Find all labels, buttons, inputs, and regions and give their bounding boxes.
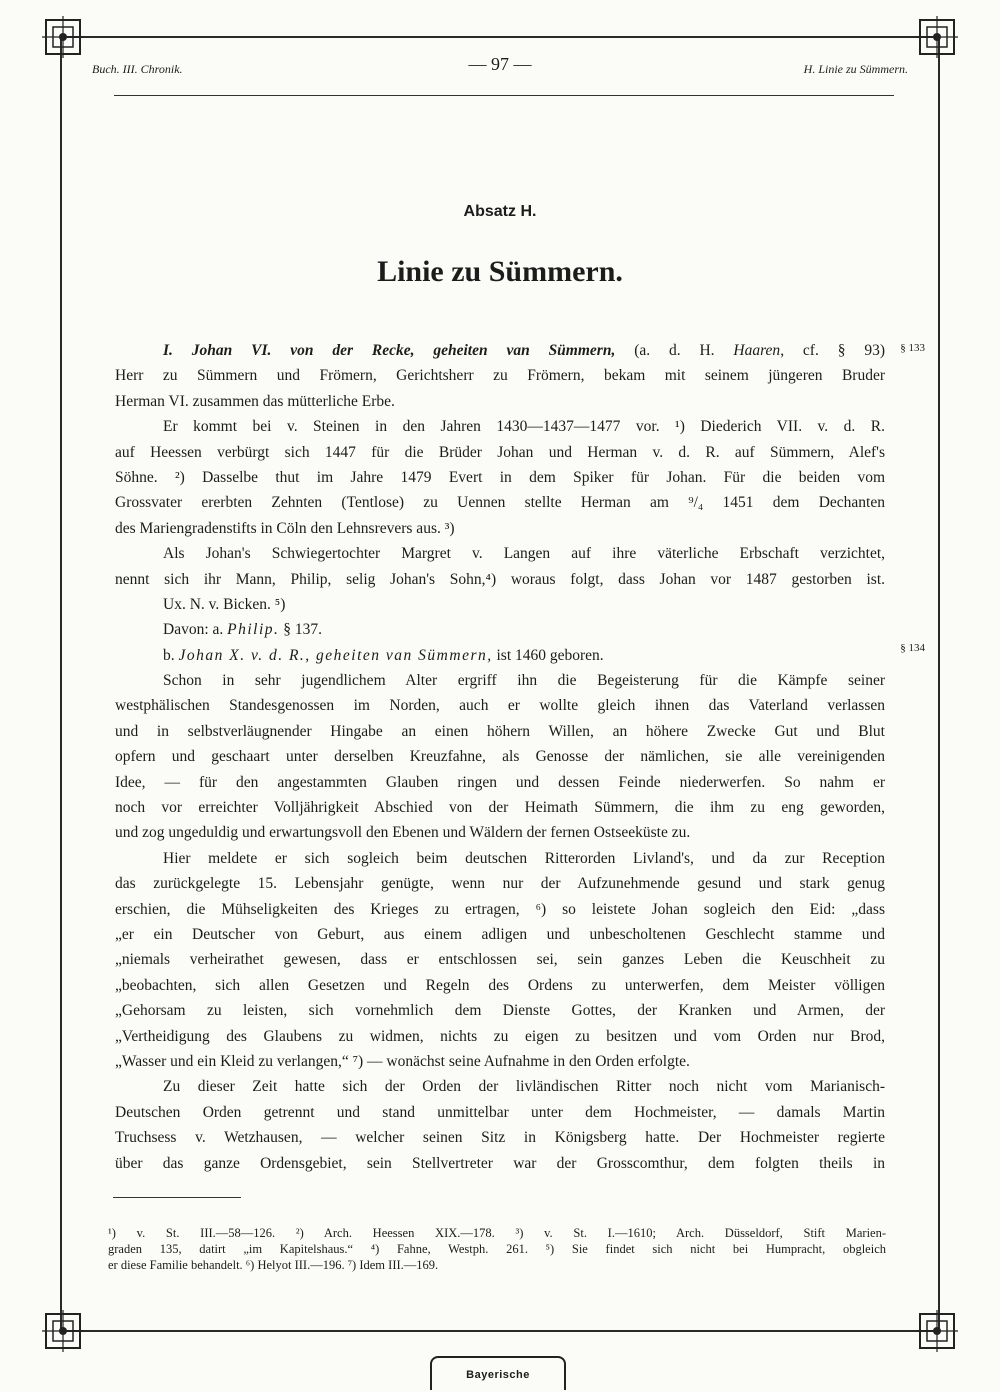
text-line: Hier meldete er sich sogleich beim deutschen Ritterorden Livland's, und da zur Reception: [163, 849, 885, 867]
text-line: „Vertheidigung des Glaubens zu widmen, nichts zu eigen zu besitzen und vom Orden nur Brod,: [115, 1027, 885, 1045]
text-line: b. Johan X. v. d. R., geheiten van Sümmern, ist 1460 geboren.: [163, 646, 604, 664]
text-line: Idee, — für den angestammten Glauben ringen und dessen Feinde niederwerfen. So nahm er: [115, 773, 885, 791]
margin-note-134: § 134: [900, 642, 925, 654]
text-line: des Mariengradenstifts in Cöln den Lehnsrevers aus. ³): [115, 519, 455, 537]
frame-right-line: [938, 36, 940, 1332]
text-line: erschien, die Mühseligkeiten des Krieges zu ertragen, ⁶) so leistete Johan sogleich den Eid: „dass: [115, 900, 885, 918]
corner-ornament-icon: [40, 1308, 86, 1354]
running-header-left: Buch. III. Chronik.: [92, 62, 183, 76]
margin-note-133: § 133: [900, 342, 925, 354]
page-title: Linie zu Sümmern.: [377, 255, 623, 288]
text-line: Ux. N. v. Bicken. ⁵): [163, 595, 286, 613]
text-line: Herr zu Sümmern und Frömern, Gerichtsherr zu Frömern, bekam mit seinem jüngeren Bruder: [115, 367, 885, 385]
text-line: und zog ungeduldig und erwartungsvoll den Ebenen und Wäldern der fernen Ostseeküste zu.: [115, 824, 691, 842]
text-line: das zurückgelegte 15. Lebensjahr genügte, wenn nur der Aufzunehmende gesund und stark genug: [115, 875, 885, 893]
text-line: Truchsess v. Wetzhausen, — welcher seinen Sitz in Königsberg hatte. Der Hochmeister regierte: [115, 1129, 885, 1147]
page-number: — 97 —: [468, 54, 532, 74]
section-label: Absatz H.: [463, 203, 537, 220]
text-line: opfern und geschaart unter derselben Kreuzfahne, als Genosse der nämlichen, sie alle vereinigenden: [115, 748, 885, 766]
text-line: auf Heessen verbürgt sich 1447 für die Brüder Johan und Herman v. d. R. auf Sümmern, Alef's: [115, 443, 885, 461]
text-line: Zu dieser Zeit hatte sich der Orden der livländischen Ritter noch nicht vom Marianisch-: [163, 1078, 885, 1096]
frame-bottom-line: [60, 1330, 940, 1332]
text-line: Söhne. ²) Dasselbe thut im Jahre 1479 Evert in dem Spiker für Johan. Für die beiden vom: [115, 468, 885, 486]
text-line: Herman VI. zusammen das mütterliche Erbe.: [115, 392, 395, 410]
text-line: Schon in sehr jugendlichem Alter ergriff ihn die Begeisterung für die Kämpfe seiner: [163, 672, 885, 690]
text-line: „niemals verheirathet gewesen, dass er entschlossen sei, sein ganzes Leben die Keuschheit zu: [115, 951, 885, 969]
text-line: nennt sich ihr Mann, Philip, selig Johan's Sohn,⁴) woraus folgt, dass Johan vor 1487 gestorben ist.: [115, 570, 885, 588]
text-line: „er ein Deutscher von Geburt, aus einem adligen und unbescholtenen Geschlecht stamme und: [115, 925, 885, 943]
footnote-line: er diese Familie behandelt. ⁶) Helyot III.—196. ⁷) Idem III.—169.: [108, 1258, 439, 1272]
text-line: westphälischen Standesgenossen im Norden, auch er wollte gleich ihnen das Vaterland verlassen: [115, 697, 885, 715]
footnote-line: ¹) v. St. III.—58—126. ²) Arch. Heessen XIX.—178. ³) v. St. I.—1610; Arch. Düsseldorf, Stift Marien-: [108, 1226, 886, 1240]
footnote-rule: [113, 1197, 241, 1198]
text-line: Deutschen Orden getrennt und stand unmittelbar unter dem Hochmeister, — damals Martin: [115, 1103, 885, 1121]
body-text: [115, 338, 885, 1176]
running-header-right: H. Linie zu Sümmern.: [803, 62, 908, 76]
frame-top-line: [60, 36, 940, 38]
text-line: Davon: a. Philip. § 137.: [163, 621, 323, 639]
frame-left-line: [60, 36, 62, 1332]
text-line: I. Johan VI. von der Recke, geheiten van Sümmern, (a. d. H. Haaren, cf. § 93): [163, 342, 885, 359]
library-stamp: Bayerische: [430, 1356, 566, 1390]
text-line: Grossvater ererbten Zehnten (Tentlose) zu Uennen stellte Herman am ⁹/₄ 1451 dem Dechanten: [115, 494, 885, 512]
footnotes: [108, 1225, 886, 1273]
text-line: „Gehorsam zu leisten, sich vornehmlich dem Dienste Gottes, der Kranken und Armen, der: [115, 1002, 885, 1020]
header-rule: [114, 95, 894, 96]
text-line: noch vor erreichter Volljährigkeit Abschied von der Heimath Sümmern, die ihm zu eng geworden,: [115, 799, 885, 817]
corner-ornament-icon: [914, 1308, 960, 1354]
text-line: Er kommt bei v. Steinen in den Jahren 1430—1437—1477 vor. ¹) Diederich VII. v. d. R.: [163, 418, 885, 436]
text-line: über das ganze Ordensgebiet, sein Stellvertreter war der Grosscomthur, dem folgten theils in: [115, 1154, 885, 1172]
text-line: „Wasser und ein Kleid zu verlangen,“ ⁷) — wonächst seine Aufnahme in den Orden erfolgte.: [115, 1052, 690, 1070]
footnote-line: graden 135, datirt „im Kapitelshaus.“ ⁴) Fahne, Westph. 261. ⁵) Sie findet sich nicht bei Humpracht, obgleich: [108, 1242, 886, 1256]
text-line: „beobachten, sich allen Gesetzen und Regeln des Ordens zu unterwerfen, dem Meister völligen: [115, 976, 885, 994]
text-line: und in selbstverläugnender Hingabe an einen höhern Willen, an höhere Zwecke Gut und Blut: [115, 722, 885, 740]
text-line: Als Johan's Schwiegertochter Margret v. Langen auf ihre väterliche Erbschaft verzichtet,: [163, 545, 885, 563]
